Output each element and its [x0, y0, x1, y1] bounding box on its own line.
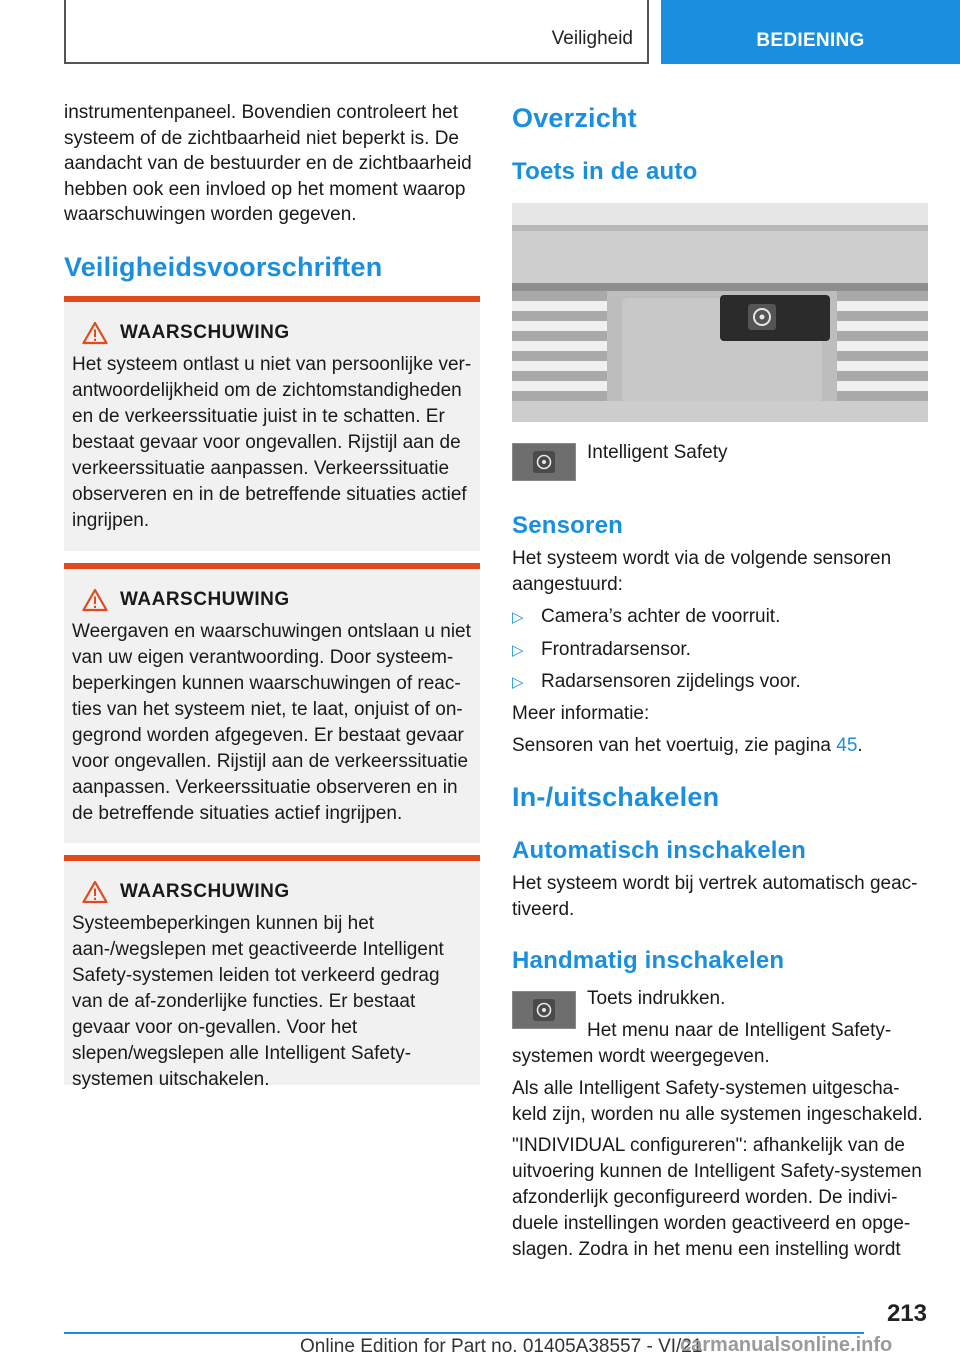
manual-menu-text: Het menu naar de Intelligent Safety-systemen wordt weergegeven.	[512, 1020, 892, 1067]
auto-on-heading: Automatisch inschakelen	[512, 837, 807, 864]
more-info-label: Meer informatie:	[512, 703, 650, 724]
list-item: ▷ Radarsensoren zijdelings voor.	[512, 669, 801, 696]
intro-paragraph: instrumentenpaneel. Bovendien controleert het systeem of de zichtbaarheid niet beperkt is. De aandacht van de bestuurder en de zichtbaarheid hebben ook een invloed op het moment waarop waarschuwingen worden gegeven.	[64, 102, 472, 225]
warning-box-2	[64, 563, 480, 843]
list-item: ▷ Camera’s achter de voorruit.	[512, 604, 780, 631]
intelligent-safety-button-icon	[512, 443, 576, 481]
chapter-title: BEDIENING	[756, 30, 865, 51]
all-systems-paragraph: Als alle Intelligent Safety-systemen uitgescha‐keld zijn, worden nu alle systemen ingeschakeld.	[512, 1078, 923, 1125]
warning-title: WAARSCHUWING	[120, 322, 290, 343]
watermark: carmanualsonline.info	[680, 1334, 893, 1356]
button-caption: Intelligent Safety	[587, 442, 728, 463]
button-in-car-heading: Toets in de auto	[512, 158, 698, 185]
safety-heading: Veiligheidsvoorschriften	[64, 251, 383, 282]
sensors-heading: Sensoren	[512, 512, 623, 539]
dashboard-photo	[512, 203, 928, 422]
warning-triangle-icon	[82, 321, 108, 345]
triangle-bullet-icon: ▷	[512, 642, 524, 659]
list-item: ▷ Frontradarsensor.	[512, 637, 691, 664]
page-number: 213	[886, 1300, 927, 1327]
edition-text: Online Edition for Part no. 01405A38557 - VI/21	[300, 1336, 703, 1357]
warning-triangle-icon	[82, 588, 108, 612]
auto-on-text: Het systeem wordt bij vertrek automatisch geac‐tiveerd.	[512, 873, 918, 920]
page-link[interactable]: 45	[836, 735, 858, 756]
warning-text: Systeembeperkingen kunnen bij het aan-/wegslepen met geactiveerde Intelligent Safety-systemen leiden tot verkeerd gedrag van de af‐zonderlijke functies. Er bestaat gevaar voor on‐gevallen. Voor het slepen/wegslepen alle Intelligent Safety-systemen uitschakelen.	[72, 913, 444, 1090]
warning-box-3	[64, 855, 480, 1090]
header-section-box	[64, 0, 649, 64]
triangle-bullet-icon: ▷	[512, 609, 524, 626]
warning-text: Weergaven en waarschuwingen ontslaan u niet van uw eigen verantwoording. Door systeem‐beperkingen kunnen waarschuwingen of reac‐ties van het systeem niet, te laat, onjuist of on‐gegrond worden afgegeven. Er bestaat gevaar voor ongevallen. Rijstijl aan de verkeerssituatie aanpassen. Verkeerssituatie observeren en in de betreffende situaties actief ingrijpen.	[72, 621, 471, 824]
left-column	[64, 100, 480, 297]
manual-step: Toets indrukken.	[587, 988, 726, 1009]
individual-paragraph: "INDIVIDUAL configureren": afhankelijk van de uitvoering kunnen de Intelligent Safety-systemen afzonderlijk geconfigureerd worden. De indivi‐duele instellingen worden geactiveerd en opge‐slagen. Zodra in het menu een instelling wordt	[512, 1135, 922, 1260]
header-chapter-tab	[661, 0, 960, 64]
reference-line: Sensoren van het voertuig, zie pagina 45.	[512, 735, 863, 756]
on-off-heading: In-/uitschakelen	[512, 782, 720, 812]
warning-title: WAARSCHUWING	[120, 881, 290, 902]
warning-box-1	[64, 296, 480, 551]
overview-heading: Overzicht	[512, 103, 637, 133]
warning-title: WAARSCHUWING	[120, 589, 290, 610]
section-title: Veiligheid	[551, 28, 633, 49]
warning-text: Het systeem ontlast u niet van persoonlijke ver‐antwoordelijkheid om de zichtomstandigheden en de verkeerssituatie juist in te schatten. Er bestaat gevaar voor ongevallen. Rijstijl aan de verkeerssituatie aanpassen. Verkeerssituatie observeren en in de betreffende situaties actief ingrijpen.	[72, 354, 472, 531]
manual-on-heading: Handmatig inschakelen	[512, 947, 785, 974]
sensors-text: Het systeem wordt via de volgende sensoren aangestuurd:	[512, 548, 892, 595]
warning-triangle-icon	[82, 880, 108, 904]
triangle-bullet-icon: ▷	[512, 674, 524, 691]
